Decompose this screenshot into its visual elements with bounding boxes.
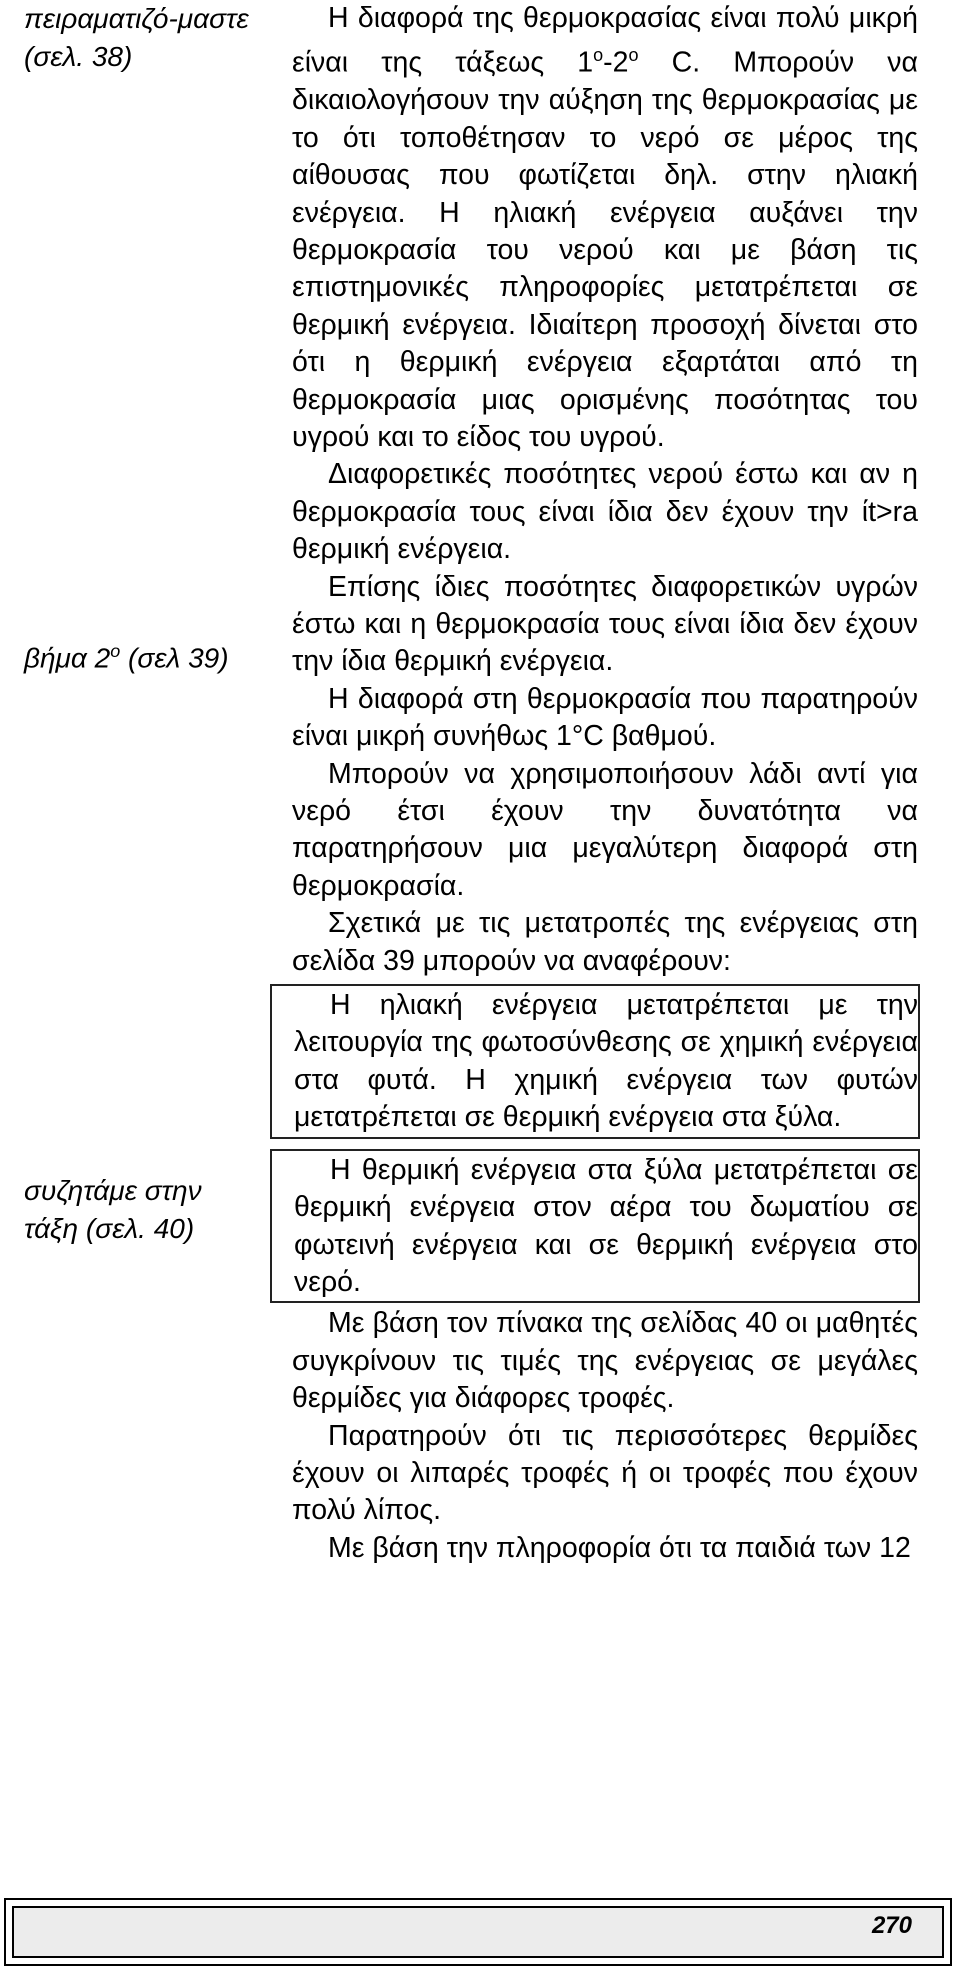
margin-note-experiment <box>24 0 264 76</box>
paragraph-oil-instead-of-water: Μπορούν να χρησιμοποιήσουν λάδι αντί για νερό έτσι έχουν την δυνατότητα να παρατηρήσουν μια μεγαλύτερη διαφορά στη θερμοκρασία. <box>292 757 918 902</box>
boxed-note-thermal-energy <box>270 1149 920 1304</box>
boxed-note-solar-energy <box>270 984 920 1139</box>
paragraph-different-liquids: Επίσης ίδιες ποσότητες διαφορετικών υγρών έστω και η θερμοκρασία τους είναι ίδια δεν έχουν την ίδια θερμική ενέργεια. <box>292 570 918 678</box>
footer-inner-frame <box>12 1906 944 1958</box>
margin-note-text: πειραματιζό-μαστε (σελ. 38) <box>24 3 249 72</box>
paragraph-energy-conversions: Σχετικά με τις μετατροπές της ενέργειας στη σελίδα 39 μπορούν να αναφέρουν: <box>292 907 918 977</box>
margin-note-superscript: ο <box>110 641 121 661</box>
main-text-column <box>292 0 918 1567</box>
margin-note-text-suffix: (σελ 39) <box>120 642 229 674</box>
paragraph-different-quantities: Διαφορετικές ποσότητες νερού έστω και αν η θερμοκρασία τους είναι ίδια δεν έχουν την ίt>ra θερμική ενέργεια. <box>292 458 918 566</box>
margin-note-text-prefix: βήμα 2 <box>24 642 111 674</box>
degree-superscript: ο <box>593 45 604 66</box>
boxed-note-text: Η ηλιακή ενέργεια μετατρέπεται με την λειτουργία της φωτοσύνθεσης σε χημική ενέργεια στα φυτά. Η χημική ενέργεια των φυτών μετατρέπεται σε θερμική ενέργεια στα ξύλα. <box>294 989 918 1134</box>
page-number: 270 <box>871 1912 912 1939</box>
paragraph-children-12: Με βάση την πληροφορία ότι τα παιδιά των 12 <box>328 1531 911 1564</box>
paragraph-text: Η διαφορά της θερμοκρασίας είναι πολύ μικρή είναι της τάξεως 1 <box>292 2 918 79</box>
degree-superscript: ο <box>628 45 639 66</box>
paragraph-text: -2 <box>603 46 629 79</box>
paragraph-temperature-difference <box>292 0 918 456</box>
margin-note-step <box>24 632 244 677</box>
page-footer <box>4 1898 952 1966</box>
paragraph-text: C. Μπορούν να δικαιολογήσουν την αύξηση της θερμοκρασίας με το ότι τοποθέτησαν το νερό σε μέρος της αίθουσας που φωτίζεται δηλ. στην ηλιακή ενέργεια. Η ηλιακή ενέργεια αυξάνει την θερμοκρασία του νερού και με βάση τις επιστημονικές πληροφορίες μετατρέπεται σε θερμική ενέργεια. Ιδιαίτερη προσοχή δίνεται στο ότι η θερμική ενέργεια εξαρτάται από τη θερμοκρασία μιας ορισμένης ποσότητας του υγρού και το είδος του υγρού. <box>292 46 918 453</box>
margin-note-discuss <box>24 1172 204 1248</box>
boxed-note-text: Η θερμική ενέργεια στα ξύλα μετατρέπεται σε θερμική ενέργεια στον αέρα του δωματίου σε φωτεινή ενέργεια και σε θερμική ενέργεια στο νερό. <box>294 1153 918 1298</box>
paragraph-calories-table: Με βάση τον πίνακα της σελίδας 40 οι μαθητές συγκρίνουν τις τιμές της ενέργειας σε μεγάλες θερμίδες για διάφορες τροφές. <box>292 1307 918 1415</box>
margin-note-text: συζητάμε στην τάξη (σελ. 40) <box>24 1175 202 1244</box>
paragraph-small-difference: Η διαφορά στη θερμοκρασία που παρατηρούν είναι μικρή συνήθως 1°C βαθμού. <box>292 682 918 753</box>
paragraph-fatty-foods: Παρατηρούν ότι τις περισσότερες θερμίδες έχουν οι λιπαρές τροφές ή οι τροφές που έχουν πολύ λίπος. <box>292 1419 918 1527</box>
